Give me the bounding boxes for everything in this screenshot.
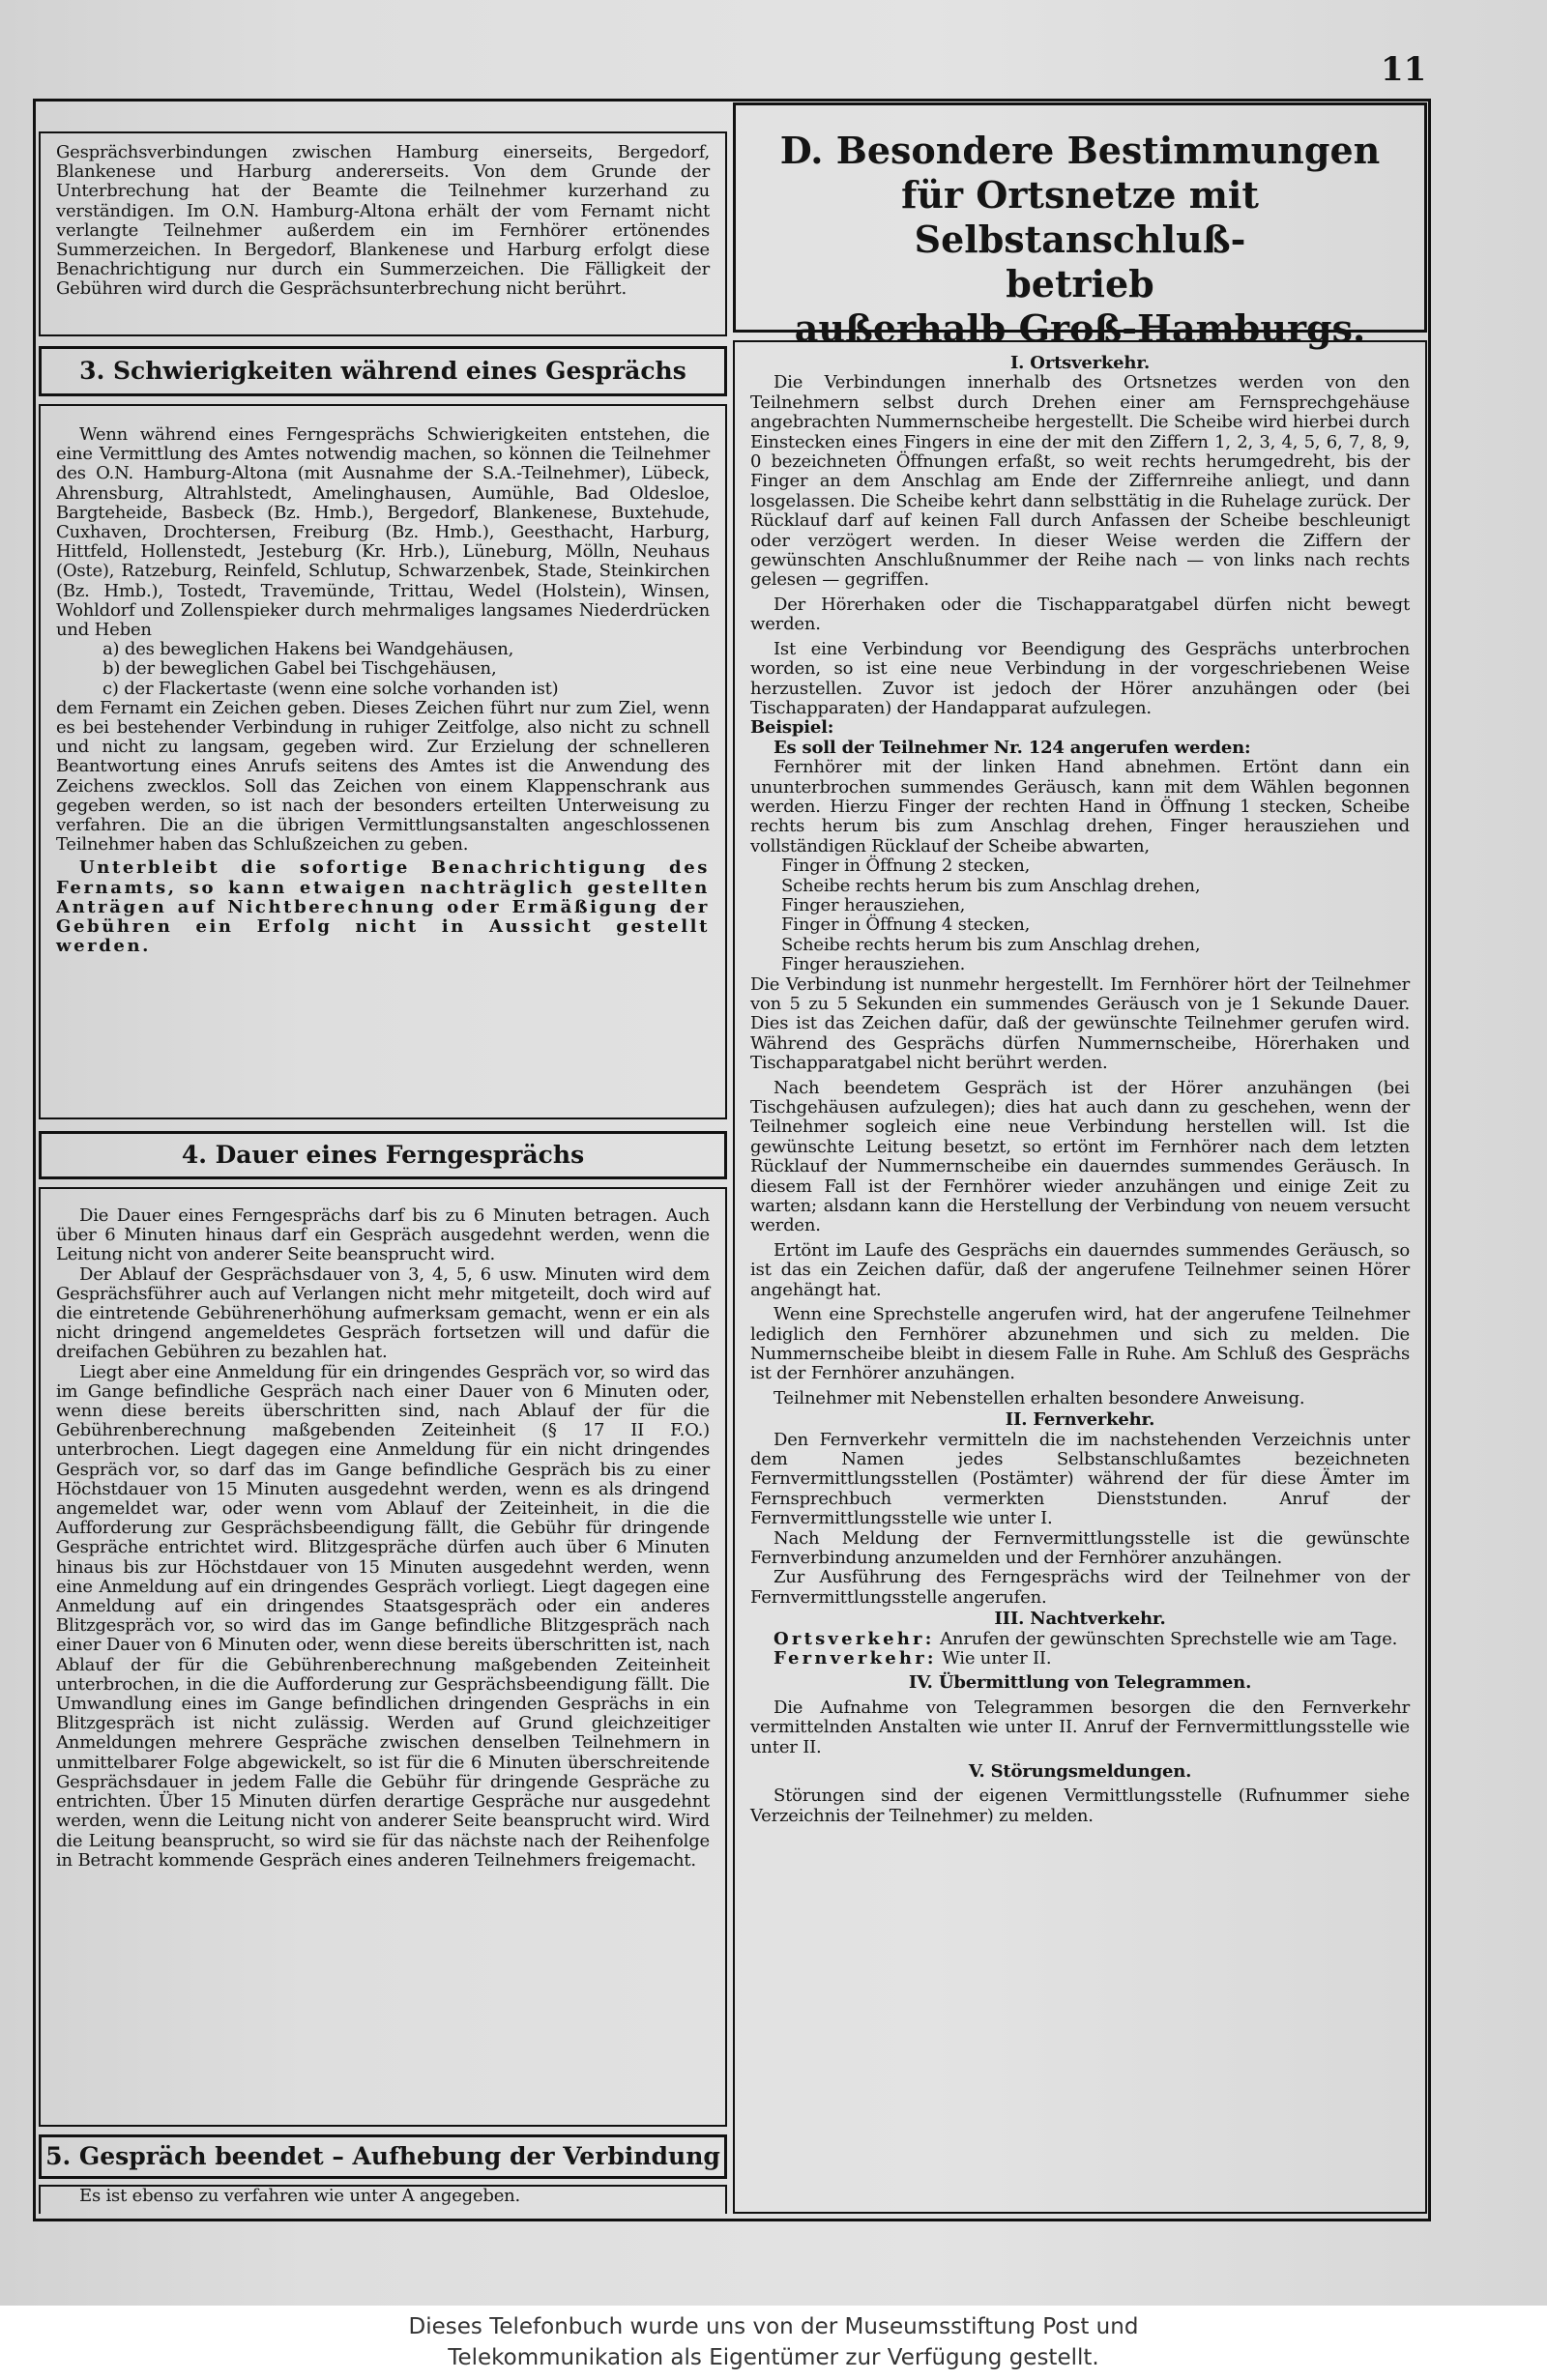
paragraph: Der Hörerhaken oder die Tischapparatgabel dürfen nicht bewegt werden. [750,594,1410,635]
paragraph: Die Verbindungen innerhalb des Ortsnetzes werden von den Teilnehmern selbst durch Drehen einer am Fernsprechgehäuse angebrachten Nummernscheibe hergestellt. Die Scheibe wird hierbei durch Einstecken eines Fingers in eine der mit den Ziffern 1, 2, 3, 4, 5, 6, 7, 8, 9, 0 bezeichneten Öffnungen erfaßt, so weit rechts herumgedreht, bis der Finger an dem Anschlag am Ende der Ziffernreihe anliegt, und dann losgelassen. Die Scheibe kehrt dann selbsttätig in die Ruhelage zurück. Der Rücklauf darf auf keinen Fall durch Anfassen der Scheibe beschleunigt oder verzögert werden. In dieser Weise werden die Ziffern der gewünschten Anschlußnummer der Reihe nach — von links nach rechts gelesen — gegriffen. [750,372,1410,591]
section-5-heading [39,2134,727,2179]
right-column [733,102,1427,2214]
paragraph: Nach beendetem Gespräch ist der Hörer anzuhängen (bei Tischgehäusen aufzulegen); dies hat auch dann zu geschehen, wenn der Teilnehmer sogleich eine neue Verbindung herstellen will. Ist die gewünschte Leitung besetzt, so ertönt im Fernhörer nach dem letzten Rücklauf der Nummernscheibe ein dauerndes summendes Geräusch. In diesem Fall ist der Fernhörer wieder anzuhängen und einige Zeit zu warten; alsdann kann die Herstellung der Verbindung von neuem versucht werden. [750,1077,1410,1236]
section-4-paragraph: Liegt aber eine Anmeldung für ein dringendes Gespräch vor, so wird das im Gange befindliche Gespräch nach einer Dauer von 6 Minuten oder, wenn diese bereits überschritten sind, nach Ablauf der für die Gebührenberechnung maßgebenden Zeiteinheit (§ 17 II F.O.) unterbrochen. Liegt dagegen eine Anmeldung für ein nicht dringendes Gespräch vor, so darf das im Gange befindliche Gespräch bis zu einer Höchstdauer von 15 Minuten ausgedehnt werden, wenn es als dringend angemeldet war, oder wenn vom Ablauf der Zeiteinheit, in die die Aufforderung zur Gesprächsbeendigung fällt, die Gebühr für dringende Gespräche entrichtet wird. Blitzgespräche dürfen auch über 6 Minuten hinaus bis zur Höchstdauer von 15 Minuten ausgedehnt werden, wenn eine Anmeldung auf ein dringendes Gespräch vorliegt. Liegt dagegen eine Anmeldung auf ein dringendes Staatsgespräch oder ein anderes Blitzgespräch vor, so wird das im Gange befindliche Blitzgespräch nach einer Dauer von 6 Minuten oder, wenn diese bereits überschritten ist, nach Ablauf der für die Gebührenberechnung maßgebenden Zeiteinheit unterbrochen, in die die Aufforderung zur Gesprächsbeendigung fällt. Die Umwandlung eines im Gange befindlichen dringenden Gesprächs in ein Blitzgespräch ist nicht zulässig. Werden auf Grund gleichzeitiger Anmeldungen mehrere Gespräche zwischen denselben Teilnehmern in unmittelbarer Folge abgewickelt, so ist für die 6 Minuten überschreitende Gesprächsdauer in jedem Falle die Gebühr für dringende Gespräche zu entrichten. Über 15 Minuten dürfen derartige Gespräche nur ausgedehnt werden, wenn die Leitung nicht von anderer Seite beansprucht wird. Wird die Leitung beansprucht, so wird sie für das nächste nach der Reihenfolge in Betracht kommende Gespräch eines anderen Teilnehmers freigemacht. [56,1361,710,1871]
title-line: D. Besondere Bestimmungen [779,129,1381,172]
example-step: Finger herausziehen, [781,894,966,915]
example-intro: Es soll der Teilnehmer Nr. 124 angerufen werden: [774,737,1251,758]
paragraph: Nach Meldung der Fernvermittlungsstelle ist die gewünschte Fernverbindung anzumelden und der Fernhörer anzuhängen. [750,1527,1410,1568]
subheading-telegramme: IV. Übermittlung von Telegrammen. [908,1672,1252,1694]
section-3-title: 3. Schwierigkeiten während eines Gesprächs [79,357,686,385]
subheading-ortsverkehr: I. Ortsverkehr. [1009,353,1151,373]
section-5-body [39,2185,727,2214]
paragraph: Ist eine Verbindung vor Beendigung des Gesprächs unterbrochen worden, so ist eine neue Verbindung in der vorgeschriebenen Weise herzustellen. Zuvor ist jedoch der Hörer anzuhängen oder (bei Tischapparaten) der Handapparat aufzulegen. [750,638,1410,718]
section-5-paragraph: Es ist ebenso zu verfahren wie unter A angegeben. [79,2186,521,2206]
paragraph [750,1649,1410,1669]
footer-line: Telekommunikation als Eigentümer zur Verfügung gestellt. [448,2345,1099,2370]
list-item: b) der beweglichen Gabel bei Tischgehäusen, [102,658,497,680]
example-step: Finger in Öffnung 2 stecken, [781,856,1031,877]
paragraph: Zur Ausführung des Ferngesprächs wird der Teilnehmer von der Fernvermittlungsstelle angerufen. [750,1567,1410,1608]
footer-credit [0,2306,1547,2380]
example-step: Finger in Öffnung 4 stecken, [781,914,1031,936]
paragraph: Die Aufnahme von Telegrammen besorgen die den Fernverkehr vermittelnden Anstalten wie unter II. Anruf der Fernvermittlungsstelle wie unter II. [750,1697,1410,1757]
example-step: Finger herausziehen. [781,954,966,975]
paragraph: Störungen sind der eigenen Vermittlungsstelle (Rufnummer siehe Verzeichnis der Teilnehmer) zu melden. [750,1785,1410,1826]
section-3-paragraph: dem Fernamt ein Zeichen geben. Dieses Zeichen führt nur zum Ziel, wenn es bei bestehender Verbindung in ruhiger Zeitfolge, also nicht zu schnell und nicht zu langsam, gegeben wird. Zur Erzielung der schnelleren Beantwortung eines Anrufs seitens des Amtes ist die Anwendung des Zeichens zwecklos. Soll das Zeichen von einem Klappenschrank aus gegeben werden, so ist nach der besonders erteilten Unterweisung zu verfahren. Die an die übrigen Vermittlungsanstalten angeschlossenen Teilnehmer haben das Schlußzeichen zu geben. [56,697,710,856]
list-item: c) der Flackertaste (wenn eine solche vorhanden ist) [102,678,559,699]
example-step: Scheibe rechts herum bis zum Anschlag drehen, [781,875,1201,896]
paragraph: Wenn eine Sprechstelle angerufen wird, hat der angerufene Teilnehmer lediglich den Fernhörer abzunehmen und sich zu melden. Die Nummernscheibe bleibt in diesem Falle in Ruhe. Am Schluß des Gesprächs ist der Fernhörer anzuhängen. [750,1304,1410,1384]
paragraph: Den Fernverkehr vermitteln die im nachstehenden Verzeichnis unter dem Namen jedes Selbstanschlußamtes bezeichneten Fernvermittlungsstellen (Postämter) während der für diese Ämter im Fernsprechbuch vermerkten Dienststunden. Anruf der Fernvermittlungsstelle wie unter I. [750,1429,1410,1529]
section-d-title [733,102,1427,350]
section-d-body [733,340,1427,2214]
section-5-title: 5. Gespräch beendet – Aufhebung der Verbindung [45,2142,720,2170]
subheading-fernverkehr: II. Fernverkehr. [1005,1409,1155,1431]
section-4-title: 4. Dauer eines Ferngesprächs [181,1141,585,1169]
section-3-notice: Unterbleibt die sofortige Benachrichtigung des Fernamts, so kann etwaigen nachträglich gestellten Anträgen auf Nichtberechnung oder Ermäßigung der Gebühren ein Erfolg nicht in Aussicht gestellt werden. [56,857,710,957]
title-line: außerhalb Groß-Hamburgs. [794,306,1366,350]
list-item: a) des beweglichen Hakens bei Wandgehäusen, [102,639,514,660]
subheading-nachtverkehr: III. Nachtverkehr. [994,1609,1166,1630]
title-line: für Ortsnetze mit Selbstanschluß- [901,173,1259,261]
paragraph [750,1630,1410,1649]
section-4-body [39,1187,727,2127]
example-step: Scheibe rechts herum bis zum Anschlag drehen, [781,934,1201,955]
intro-text: Gesprächsverbindungen zwischen Hamburg einerseits, Bergedorf, Blankenese und Harburg andererseits. Von dem Grunde der Unterbrechung hat der Beamte die Teilnehmer kurzerhand zu verständigen. Im O.N. Hamburg-Altona erhält der vom Fernamt nicht verlangte Teilnehmer außerdem ein im Fernhörer ertönendes Summerzeichen. In Bergedorf, Blankenese und Harburg erfolgt diese Benachrichtigung nur durch ein Summerzeichen. Die Fälligkeit der Gebühren wird durch die Gesprächsunterbrechung nicht berührt. [56,142,710,300]
ortsverkehr-label: Ortsverkehr: [774,1628,935,1649]
section-3-body [39,404,727,1119]
intro-block [39,131,727,336]
page-number: 11 [1381,50,1427,89]
paragraph: Die Verbindung ist nunmehr hergestellt. Im Fernhörer hört der Teilnehmer von 5 zu 5 Sekunden ein summendes Geräusch von je 1 Sekunde Dauer. Dies ist das Zeichen dafür, daß der gewünschte Teilnehmer gerufen wird. Während des Gesprächs dürfen Nummernscheibe, Hörerhaken und Tischapparatgabel nicht berührt werden. [750,973,1410,1074]
subheading-stoerungen: V. Störungsmeldungen. [968,1761,1192,1783]
fernverkehr-text: Wie unter II. [942,1648,1052,1669]
example-paragraph: Fernhörer mit der linken Hand abnehmen. Ertönt dann ein ununterbrochen summendes Geräusch, kann mit dem Wählen begonnen werden. Hierzu Finger der rechten Hand in Öffnung 1 stecken, Scheibe rechts herum bis zum Anschlag drehen, Finger herausziehen und vollständigen Rücklauf der Scheibe abwarten, [750,757,1410,856]
section-3-paragraph: Wenn während eines Ferngesprächs Schwierigkeiten entstehen, die eine Vermittlung des Amtes notwendig machen, so können die Teilnehmer des O.N. Hamburg-Altona (mit Ausnahme der S.A.-Teilnehmer), Lübeck, Ahrensburg, Altrahlstedt, Amelinghausen, Aumühle, Bad Oldesloe, Bargteheide, Basbeck (Bz. Hmb.), Bergedorf, Blankenese, Buxtehude, Cuxhaven, Drochtersen, Freiburg (Bz. Hmb.), Geesthacht, Harburg, Hittfeld, Hollenstedt, Jesteburg (Kr. Hrb.), Lüneburg, Mölln, Neuhaus (Oste), Ratzeburg, Reinfeld, Schlutup, Schwarzenbek, Stade, Steinkirchen (Bz. Hmb.), Tostedt, Travemünde, Trittau, Wedel (Holstein), Winsen, Wohldorf und Zollenspieker durch mehrmaliges langsames Niederdrücken und Heben [56,424,710,641]
section-4-paragraph: Der Ablauf der Gesprächsdauer von 3, 4, 5, 6 usw. Minuten wird dem Gesprächsführer auch auf Verlangen nicht mehr mitgeteilt, doch wird auf die eintretende Gebührenerhöhung aufmerksam gemacht, wenn er ein als nicht dringend angemeldetes Gespräch fortsetzen will und dafür die dreifachen Gebühren zu bezahlen hat. [56,1263,710,1363]
example-label: Beispiel: [750,717,834,739]
ortsverkehr-text: Anrufen der gewünschten Sprechstelle wie am Tage. [940,1628,1398,1649]
fernverkehr-label: Fernverkehr: [774,1648,937,1669]
left-column [39,102,727,2214]
paragraph: Teilnehmer mit Nebenstellen erhalten besondere Anweisung. [774,1387,1305,1408]
section-4-heading [39,1131,727,1179]
footer-line: Dieses Telefonbuch wurde uns von der Museumsstiftung Post und [408,2314,1139,2339]
section-4-paragraph: Die Dauer eines Ferngesprächs darf bis zu 6 Minuten betragen. Auch über 6 Minuten hinaus darf ein Gespräch ausgedehnt werden, wenn die Leitung nicht von anderer Seite beansprucht wird. [56,1205,710,1265]
paragraph: Ertönt im Laufe des Gesprächs ein dauerndes summendes Geräusch, so ist das ein Zeichen dafür, daß der angerufene Teilnehmer seinen Hörer angehängt hat. [750,1239,1410,1300]
title-line: betrieb [1006,262,1154,305]
section-3-heading [39,346,727,396]
